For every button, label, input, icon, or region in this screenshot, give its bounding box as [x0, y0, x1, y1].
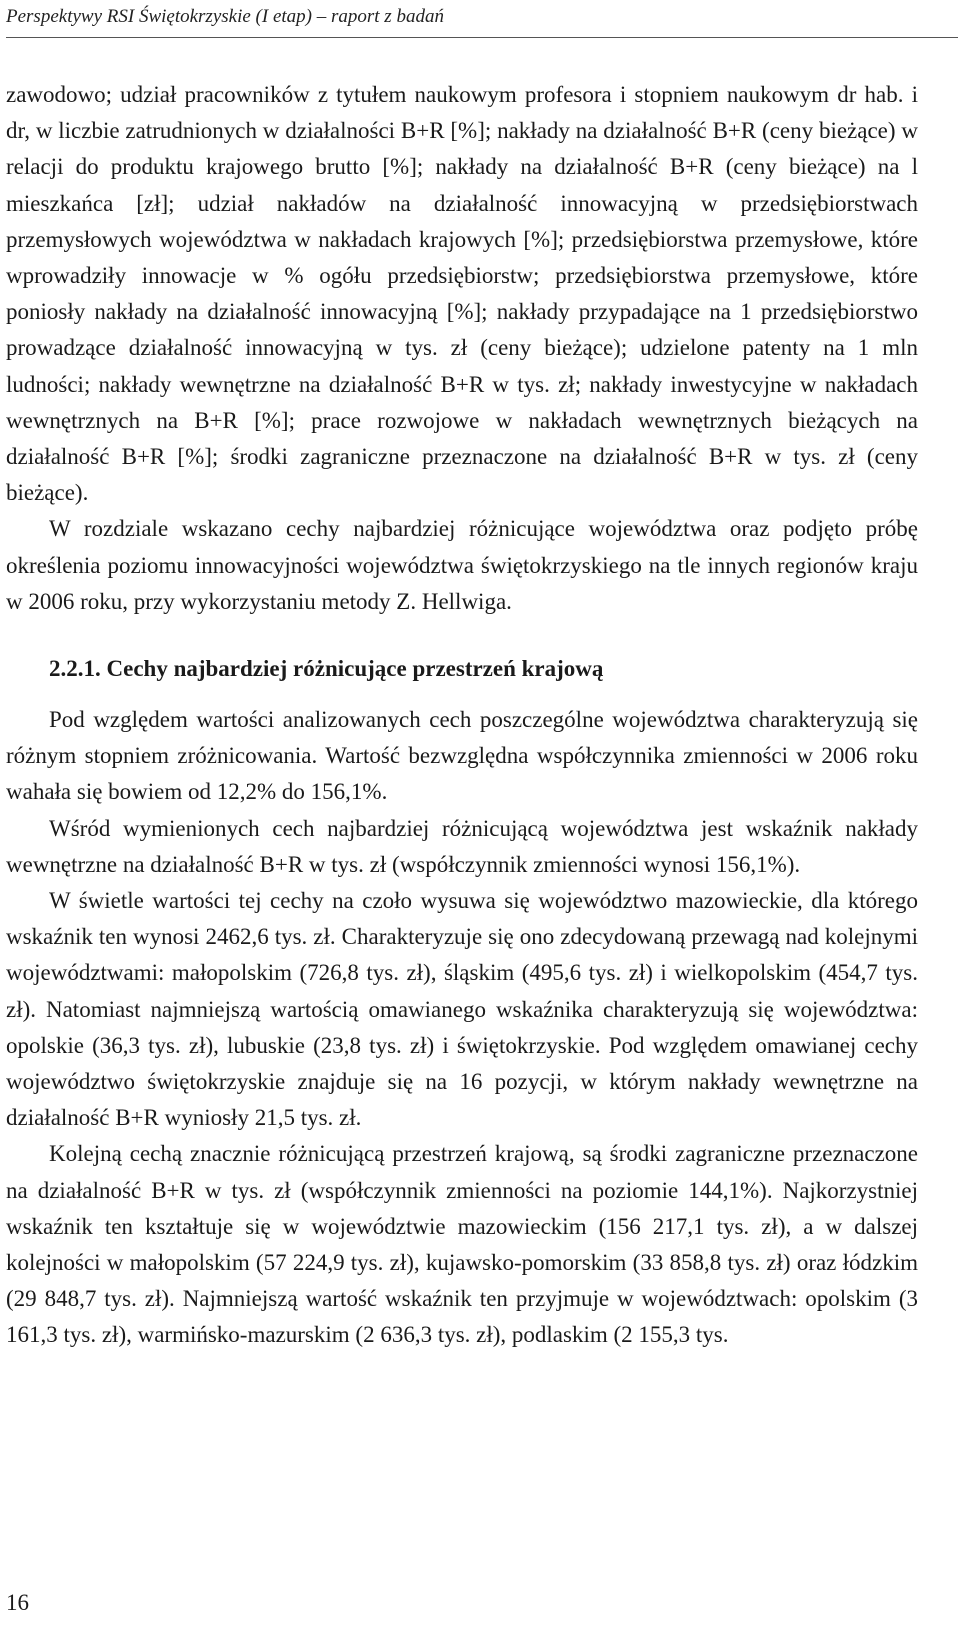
paragraph: W rozdziale wskazano cechy najbardziej różnicujące województwa oraz podjęto próbę określenia poziomu innowacyjności województwa świętokrzyskiego na tle innych regionów kraju w 2006 roku, przy wykorzystaniu metody Z. Hellwiga. — [6, 516, 918, 614]
paragraph-continued: zawodowo; udział pracowników z tytułem naukowym profesora i stopniem naukowym dr hab. i dr, w liczbie zatrudnionych w działalności B+R [%]; nakłady na działalność B+R (ceny bieżące) w relacji do produktu krajowego brutto [%]; nakłady na działalność B+R (ceny bieżące) na l mieszkańca [zł]; udział nakładów na działalność innowacyjną w przedsiębiorstwach przemysłowych województwa w nakładach krajowych [%]; przedsiębiorstwa przemysłowe, które wprowadziły innowacje w % ogółu przedsiębiorstw; przedsiębiorstwa przemysłowe, które poniosły nakłady na działalność innowacyjną [%]; nakłady przypadające na 1 przedsiębiorstwo prowadzące działalność innowacyjną w tys. zł (ceny bieżące); udzielone patenty na 1 mln ludności; nakłady wewnętrzne na działalność B+R w tys. zł; nakłady inwestycyjne w nakładach wewnętrznych na B+R [%]; prace rozwojowe w nakładach wewnętrznych bieżących na działalność B+R [%]; środki zagraniczne przeznaczone na działalność B+R w tys. zł (ceny bieżące). — [6, 82, 918, 506]
body-text-top — [6, 77, 918, 620]
paragraph: Wśród wymienionych cech najbardziej różnicującą województwa jest wskaźnik nakłady wewnętrzne na działalność B+R w tys. zł (współczynnik zmienności wynosi 156,1%). — [6, 815, 918, 877]
paragraph: Pod względem wartości analizowanych cech poszczególne województwa charakteryzują się różnym stopniem zróżnicowania. Wartość bezwzględna współczynnika zmienności w 2006 roku wahała się bowiem od 12,2% do 156,1%. — [6, 707, 918, 805]
header-divider — [6, 37, 958, 38]
running-header: Perspektywy RSI Świętokrzyskie (I etap) – raport z badań — [6, 6, 444, 27]
section-heading: 2.2.1. Cechy najbardziej różnicujące przestrzeń krajową — [49, 656, 604, 681]
paragraph: W świetle wartości tej cechy na czoło wysuwa się województwo mazowieckie, dla którego wskaźnik ten wynosi 2462,6 tys. zł. Charakteryzuje się ono zdecydowaną przewagą nad kolejnymi województwami: małopolskim (726,8 tys. zł), śląskim (495,6 tys. zł) i wielkopolskim (454,7 tys. zł). Natomiast najmniejszą wartością omawianego wskaźnika charakteryzują się województwa: opolskie (36,3 tys. zł), lubuskie (23,8 tys. zł) i świętokrzyskie. Pod względem omawianej cechy województwo świętokrzyskie znajduje się na 16 pozycji, w którym nakłady wewnętrzne na działalność B+R wyniosły 21,5 tys. zł. — [6, 888, 918, 1131]
paragraph: Kolejną cechą znacznie różnicującą przestrzeń krajową, są środki zagraniczne przeznaczone na działalność B+R w tys. zł (współczynnik zmienności na poziomie 144,1%). Najkorzystniej wskaźnik ten kształtuje się w województwie mazowieckim (156 217,1 tys. zł), a w dalszej kolejności w małopolskim (57 224,9 tys. zł), kujawsko-pomorskim (33 858,8 tys. zł) oraz łódzkim (29 848,7 tys. zł). Najmniejszą wartość wskaźnik ten przyjmuje w województwach: opolskim (3 161,3 tys. zł), warmińsko-mazurskim (2 636,3 tys. zł), podlaskim (2 155,3 tys. — [6, 1141, 918, 1348]
page-number: 16 — [6, 1590, 29, 1615]
body-text-bottom — [6, 702, 918, 1354]
